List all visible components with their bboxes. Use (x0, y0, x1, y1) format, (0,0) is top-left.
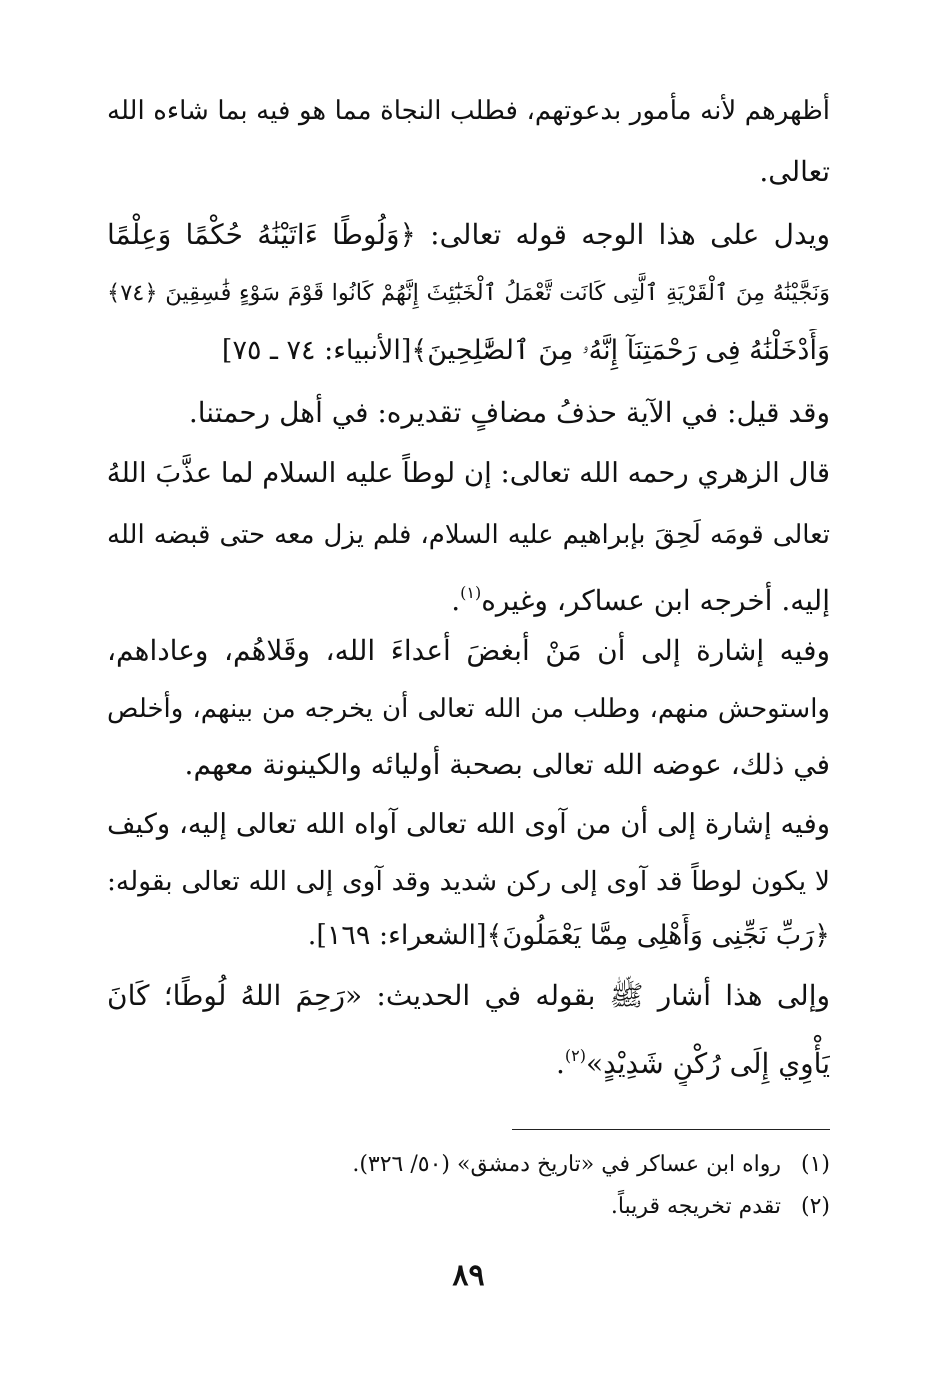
footnote-divider (512, 1129, 830, 1130)
quran-verse-line-2: وَأَدْخَلْنَٰهُ فِى رَحْمَتِنَآ إِنَّهُۥ مِنَ ٱلصَّٰلِحِينَ﴾[الأنبياء: ٧٤ ـ ٧٥] (221, 335, 830, 366)
body-line-17-end: . (555, 1047, 565, 1080)
footnote-marker-2: (٢) (564, 1046, 586, 1065)
body-line-8: تعالى قومَه لَحِقَ بإبراهيم عليه السلام، فلم يزل معه حتى قبضه الله (107, 520, 830, 550)
body-line-2: تعالى. (759, 155, 830, 188)
body-line-11: واستوحش منهم، وطلب من الله تعالى أن يخرجه من بينهم، وأخلص (107, 694, 830, 724)
body-line-16: وإلى هذا أشار ﷺ بقوله في الحديث: «رَحِمَ اللهُ لُوطًا؛ كَانَ (107, 979, 830, 1012)
body-line-9-text: إليه. أخرجه ابن عساكر، وغيره (481, 584, 830, 617)
footnote-marker-1: (١) (460, 583, 482, 602)
body-line-12: في ذلك، عوضه الله تعالى بصحبة أوليائه والكينونة معهم. (184, 748, 830, 781)
body-line-17 (107, 1034, 830, 1086)
body-line-6: وقد قيل: في الآية حذفُ مضافٍ تقديره: في أهل رحمتنا. (188, 396, 830, 429)
footnote-2-text: تقدم تخريجه قريباً. (610, 1194, 781, 1219)
body-line-13: وفيه إشارة إلى أن من آوى الله تعالى آواه الله تعالى إليه، وكيف (107, 808, 830, 840)
body-line-14: لا يكون لوطاً قد آوى إلى ركن شديد وقد آوى إلى الله تعالى بقوله: (107, 866, 830, 897)
quran-verse-line-3: ﴿رَبِّ نَجِّنِى وَأَهْلِى مِمَّا يَعْمَلُونَ﴾[الشعراء: ١٦٩]. (307, 920, 830, 951)
footnote-1 (107, 1150, 830, 1180)
footnote-1-number: (١) (800, 1152, 830, 1177)
body-line-3: ويدل على هذا الوجه قوله تعالى: ﴿وَلُوطًا ءَاتَيْنَٰهُ حُكْمًا وَعِلْمًا (107, 218, 830, 251)
body-line-10: وفيه إشارة إلى أن مَنْ أبغضَ أعداءَ الله، وقَلاهُم، وعاداهم، (107, 634, 830, 667)
footnote-2 (107, 1192, 830, 1222)
body-line-17-text: يَأْوِي إِلَى رُكْنٍ شَدِيْدٍ» (585, 1047, 830, 1080)
footnote-2-number: (٢) (800, 1194, 830, 1219)
footnote-1-text: رواه ابن عساكر في «تاريخ دمشق» (٥٠/ ٣٢٦). (352, 1152, 781, 1177)
page-number: ٨٩ (452, 1258, 485, 1293)
quran-verse-line-1: وَنَجَّيْنَٰهُ مِنَ ٱلْقَرْيَةِ ٱلَّتِى كَانَت تَّعْمَلُ ٱلْخَبَٰٓئِثَ إِنَّهُمْ كَانُوا قَوْمَ سَوْءٍ فَٰسِقِينَ ﴿٧٤﴾ (107, 280, 830, 306)
body-line-7: قال الزهري رحمه الله تعالى: إن لوطاً عليه السلام لما عذَّبَ اللهُ (107, 457, 830, 489)
body-line-9-end: . (451, 584, 461, 617)
body-line-9 (107, 571, 830, 623)
body-line-1: أظهرهم لأنه مأمور بدعوتهم، فطلب النجاة مما هو فيه بما شاءه الله (107, 96, 830, 126)
